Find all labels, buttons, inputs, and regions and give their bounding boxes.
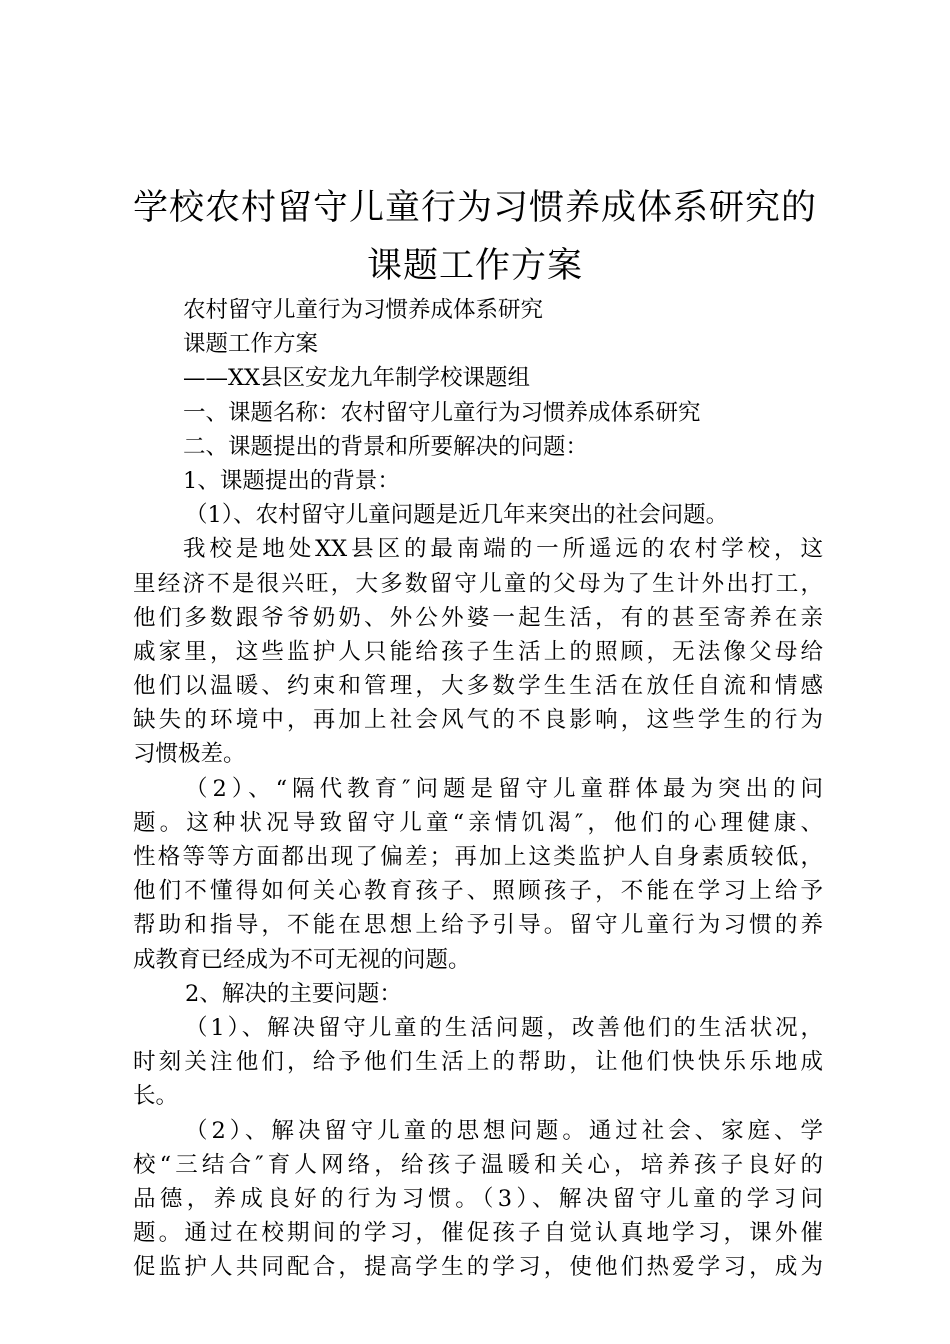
paragraph-line: 他们以温暖、约束和管理，大多数学生生活在放任自流和情感 (133, 673, 823, 700)
paragraph-line: （1）、解决留守儿童的生活问题，改善他们的生活状况， (185, 1014, 823, 1041)
paragraph-line: 校“三结合″育人网络，给孩子温暖和关心，培养孩子良好的 (133, 1151, 823, 1178)
paragraph-line: 缺失的环境中，再加上社会风气的不良影响，这些学生的行为 (133, 707, 823, 734)
author-line: ——XX县区安龙九年制学校课题组 (183, 365, 531, 392)
paragraph-line: 帮助和指导，不能在思想上给予引导。留守儿童行为习惯的养 (133, 912, 823, 939)
paragraph-line: 题。通过在校期间的学习，催促孩子自觉认真地学习，课外催 (133, 1220, 823, 1247)
paragraph-line: 我校是地处XX县区的最南端的一所遥远的农村学校，这 (183, 536, 823, 563)
paragraph-line: 品德，养成良好的行为习惯。（3）、解决留守儿童的学习问 (133, 1185, 823, 1212)
paragraph-line: （1）、农村留守儿童问题是近几年来突出的社会问题。 (185, 502, 729, 529)
subtitle-line: 课题工作方案 (183, 331, 319, 358)
paragraph-line: 戚家里，这些监护人只能给孩子生活上的照顾，无法像父母给 (133, 638, 823, 665)
paragraph-line: 他们不懂得如何关心教育孩子、照顾孩子，不能在学习上给予 (133, 878, 823, 905)
paragraph-line: （2）、解决留守儿童的思想问题。通过社会、家庭、学 (185, 1117, 823, 1144)
section-heading: 一、课题名称：农村留守儿童行为习惯养成体系研究 (183, 399, 701, 426)
paragraph-line: 性格等等方面都出现了偏差；再加上这类监护人自身素质较低， (133, 844, 823, 870)
document-title-line-2: 课题工作方案 (366, 246, 583, 286)
subsection-heading: 2、解决的主要问题： (185, 980, 402, 1007)
subtitle-line: 农村留守儿童行为习惯养成体系研究 (183, 297, 544, 323)
section-heading: 二、课题提出的背景和所要解决的问题： (183, 433, 589, 460)
paragraph-line: 里经济不是很兴旺，大多数留守儿童的父母为了生计外出打工， (133, 570, 823, 597)
paragraph-line: 长。 (133, 1083, 179, 1110)
paragraph-line: 他们多数跟爷爷奶奶、外公外婆一起生活，有的甚至寄养在亲 (133, 604, 823, 631)
paragraph-line: 题。这种状况导致留守儿童“亲情饥渴″，他们的心理健康、 (133, 809, 823, 836)
document-body (133, 293, 823, 1284)
document-title-line-1: 学校农村留守儿童行为习惯养成体系研究的 (132, 188, 817, 228)
paragraph-line: 时刻关注他们，给予他们生活上的帮助，让他们快快乐乐地成 (133, 1049, 823, 1076)
paragraph-line: 习惯极差。 (133, 741, 246, 768)
paragraph-line: 促监护人共同配合，提高学生的学习，使他们热爱学习，成为 (133, 1254, 823, 1281)
paragraph-line: 成教育已经成为不可无视的问题。 (133, 946, 471, 973)
paragraph-line: （2）、“隔代教育″问题是留守儿童群体最为突出的问 (185, 775, 823, 802)
subsection-heading: 1、课题提出的背景： (183, 467, 400, 494)
